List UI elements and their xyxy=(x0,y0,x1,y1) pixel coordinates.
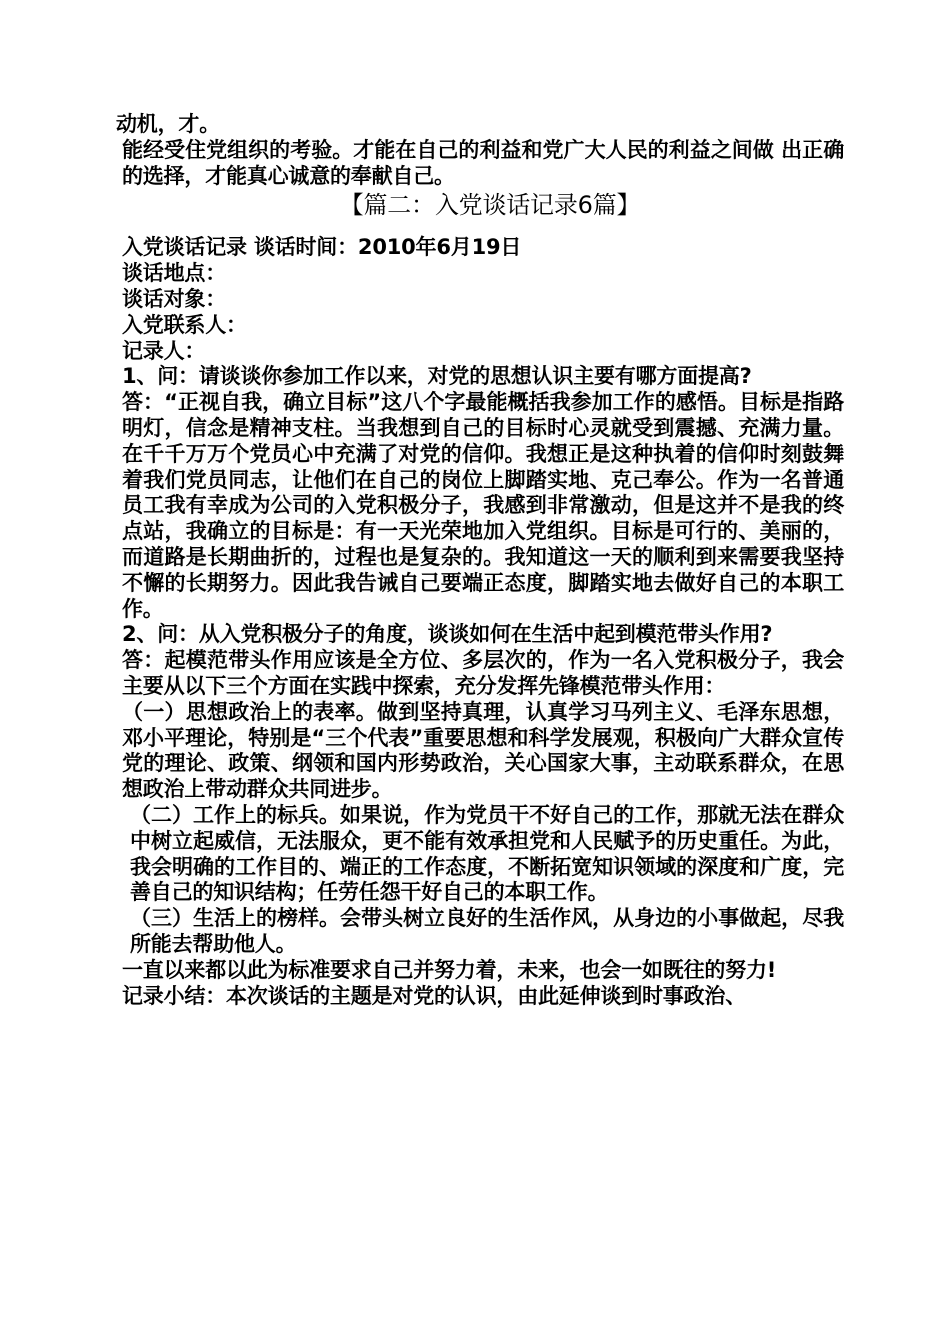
record-header-line: 入党谈话记录 谈话时间：2010年6月19日 xyxy=(122,235,522,260)
record-place-label: 谈话地点： xyxy=(122,261,226,286)
section-title: 【篇二：入党谈话记录6篇】 xyxy=(339,191,641,220)
record-recorder-label: 记录人： xyxy=(122,338,206,363)
point-1-paragraph: （一）思想政治上的表率。做到坚持真理，认真学习马列主义、毛泽东思想，邓小平理论，特别是“三个代表”重要思想和科学发展观，积极向广大群众宣传党的理论、政策、纲领和国内形势政治，关心国家大事，主动联系群众，在思想政治上带动群众共同进步。 xyxy=(122,699,844,802)
question-1: 1、问：请谈谈你参加工作以来，对党的思想认识主要有哪方面提高? xyxy=(122,364,752,389)
record-summary: 记录小结：本次谈话的主题是对党的认识，由此延伸谈到时事政治、 xyxy=(122,983,746,1008)
document-body xyxy=(116,112,844,1009)
intro-paragraph: 能经受住党组织的考验。才能在自己的利益和党广大人民的利益之间做 出正确的选择，才能真心诚意的奉献自己。 xyxy=(122,137,844,188)
answer-2: 答：起模范带头作用应该是全方位、多层次的，作为一名入党积极分子，我会主要从以下三个方面在实践中探索，充分发挥先锋模范带头作用： xyxy=(122,648,844,698)
record-contact-label: 入党联系人： xyxy=(122,312,247,337)
record-subject-label: 谈话对象： xyxy=(122,286,226,311)
point-2-paragraph: （二）工作上的标兵。如果说，作为党员干不好自己的工作，那就无法在群众中树立起威信，无法服众，更不能有效承担党和人民赋予的历史重任。为此，我会明确的工作目的、端正的工作态度，不断拓宽知识领域的深度和广度，完善自己的知识结构；任劳任怨干好自己的本职工作。 xyxy=(130,802,844,905)
closing-paragraph: 一直以来都以此为标准要求自己并努力着，未来，也会一如既往的努力! xyxy=(122,957,777,982)
answer-1: 答：“正视自我，确立目标”这八个字最能概括我参加工作的感悟。目标是指路明灯，信念是精神支柱。当我想到自己的目标时心灵就受到震撼、充满力量。在千千万万个党员心中充满了对党的信仰。我想正是这种执着的信仰时刻鼓舞着我们党员同志，让他们在自己的岗位上脚踏实地、克己奉公。作为一名普通员工我有幸成为公司的入党积极分子，我感到非常激动，但是这并不是我的终点站，我确立的目标是：有一天光荣地加入党组织。目标是可行的、美丽的，而道路是长期曲折的，过程也是复杂的。我知道这一天的顺利到来需要我坚持不懈的长期努力。因此我告诫自己要端正态度，脚踏实地去做好自己的本职工作。 xyxy=(122,390,844,621)
question-2: 2、问：从入党积极分子的角度，谈谈如何在生活中起到模范带头作用? xyxy=(122,622,773,647)
intro-line-1: 动机，才。 xyxy=(116,112,220,136)
point-3-paragraph: （三）生活上的榜样。会带头树立良好的生活作风，从身边的小事做起，尽我所能去帮助他人。 xyxy=(130,906,844,956)
